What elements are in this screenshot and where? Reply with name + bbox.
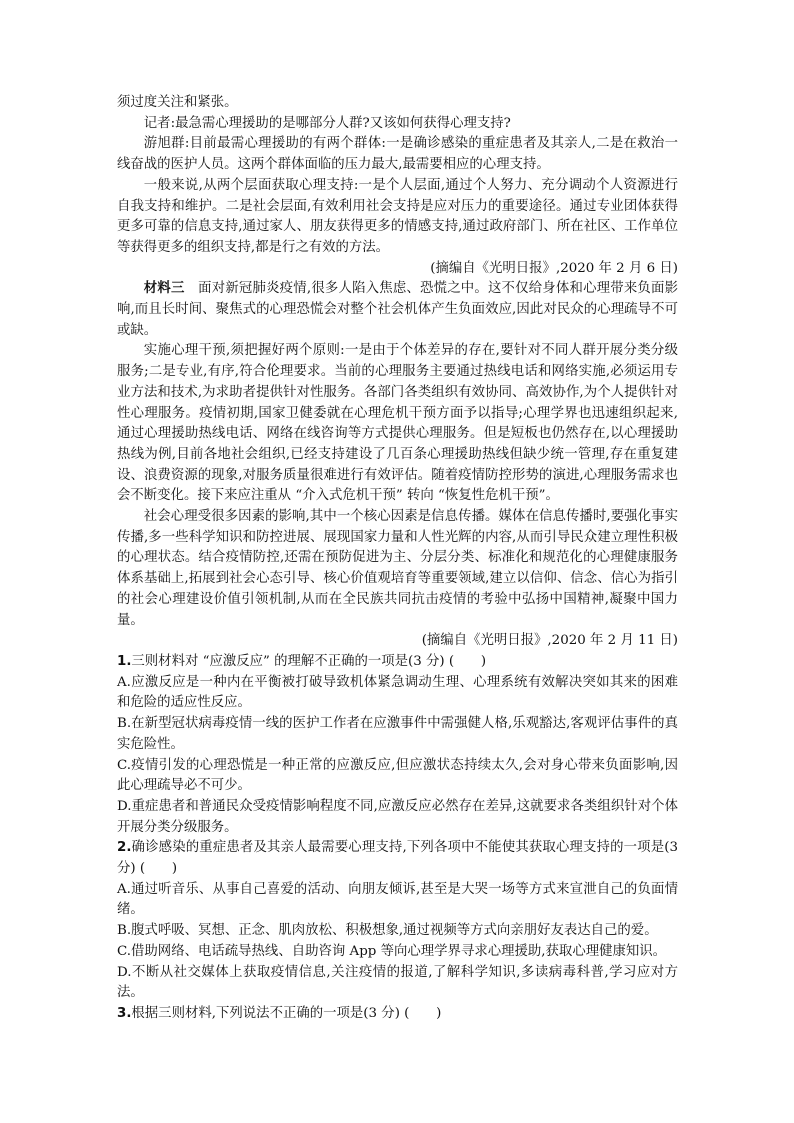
question-3 — [117, 1004, 678, 1025]
question-number: 3. — [117, 1005, 132, 1021]
source-citation: (摘编自《光明日报》,2020 年 2 月 11 日) — [421, 633, 678, 649]
paragraph: 游旭群:目前最需心理援助的有两个群体:一是确诊感染的重症患者及其亲人,二是在救治一线奋战的医护人员。这两个群体面临的压力最大,最需要相应的心理支持。 — [117, 136, 678, 173]
question-stem — [117, 1004, 678, 1025]
material-heading: 材料三 — [143, 281, 185, 297]
paragraph — [117, 279, 678, 341]
question-number: 2. — [117, 840, 132, 856]
paragraph: 记者:最急需心理援助的是哪部分人群?又该如何获得心理支持? — [143, 115, 511, 131]
question-stem — [117, 838, 678, 879]
paragraph-text: 面对新冠肺炎疫情,很多人陷入焦虑、恐慌之中。这不仅给身体和心理带来负面影响,而且长时间、聚焦式的心理恐慌会对整个社会机体产生负面效应,因此对民众的心理疏导不可或缺。 — [117, 281, 678, 338]
option-c: C.借助网络、电话疏导热线、自助咨询 App 等向心理学界寻求心理援助,获取心理健康知识。 — [117, 943, 667, 959]
question-text: 根据三则材料,下列说法不正确的一项是(3 分) ( ) — [131, 1005, 442, 1021]
option-a: A.应激反应是一种内在平衡被打破导致机体紧急调动生理、心理系统有效解决突如其来的困难和危险的适应性反应。 — [117, 674, 678, 711]
question-text: 三则材料对 “应激反应” 的理解不正确的一项是(3 分) ( ) — [131, 653, 487, 669]
source-citation: (摘编自《光明日报》,2020 年 2 月 6 日) — [430, 260, 678, 276]
option-d: D.不断从社交媒体上获取疫情信息,关注疫情的报道,了解科学知识,多读病毒科普,学习应对方法。 — [117, 964, 678, 1001]
option-d: D.重症患者和普通民众受疫情影响程度不同,应激反应必然存在差异,这就要求各类组织针对个体开展分类分级服务。 — [117, 798, 678, 835]
paragraph: 实施心理干预,须把握好两个原则:一是由于个体差异的存在,要针对不同人群开展分类分级服务;二是专业,有序,符合伦理要求。当前的心理服务主要通过热线电话和网络实施,必须运用专业方法和技术,为求助者提供针对性服务。各部门各类组织有效协同、高效协作,为个人提供针对性心理服务。疫情初期,国家卫健委就在心理危机干预方面予以指导;心理学界也迅速组织起来,通过心理援助热线电话、网络在线咨询等方式提供心理服务。但是短板也仍然存在,以心理援助热线为例,目前各地社会组织,已经支持建设了几百条心理援助热线但缺少统一管理,存在重复建设、浪费资源的现象,对服务质量很难进行有效评估。随着疫情防控形势的演进,心理服务需求也会不断变化。接下来应注重从 “介入式危机干预” 转向 “恢复性危机干预”。 — [117, 343, 678, 504]
option-c: C.疫情引发的心理恐慌是一种正常的应激反应,但应激状态持续太久,会对身心带来负面影响,因此心理疏导必不可少。 — [117, 757, 678, 794]
option-a: A.通过听音乐、从事自己喜爱的活动、向朋友倾诉,甚至是大哭一场等方式来宣泄自己的负面情绪。 — [117, 881, 678, 918]
question-number: 1. — [117, 653, 132, 669]
question-text: 确诊感染的重症患者及其亲人最需要心理支持,下列各项中不能使其获取心理支持的一项是(3 分) ( ) — [117, 840, 678, 877]
paragraph: 须过度关注和紧张。 — [117, 95, 238, 110]
question-stem — [117, 652, 678, 673]
question-1 — [117, 652, 678, 838]
question-2 — [117, 838, 678, 1004]
paragraph: 社会心理受很多因素的影响,其中一个核心因素是信息传播。媒体在信息传播时,要强化事实传播,多一些科学知识和防控进展、展现国家力量和人性光辉的内容,从而引导民众建立理性积极的心理状态。结合疫情防控,还需在预防促进为主、分层分类、标准化和规范化的心理健康服务体系基础上,拓展到社会心态引导、核心价值观培育等重要领域,建立以信仰、信念、信心为指引的社会心理建设价值引领机制,从而在全民族共同抗击疫情的考验中弘扬中国精神,凝聚中国力量。 — [117, 509, 678, 628]
option-b: B.腹式呼吸、冥想、正念、肌肉放松、积极想象,通过视频等方式向亲朋好友表达自己的爱。 — [117, 923, 658, 939]
paragraph: 一般来说,从两个层面获取心理支持:一是个人层面,通过个人努力、充分调动个人资源进行自我支持和维护。二是社会层面,有效利用社会支持是应对压力的重要途径。通过专业团体获得更多可靠的信息支持,通过家人、朋友获得更多的情感支持,通过政府部门、所在社区、工作单位等获得更多的组织支持,都是行之有效的方法。 — [117, 177, 678, 255]
option-b: B.在新型冠状病毒疫情一线的医护工作者在应激事件中需强健人格,乐观豁达,客观评估事件的真实危险性。 — [117, 716, 678, 752]
